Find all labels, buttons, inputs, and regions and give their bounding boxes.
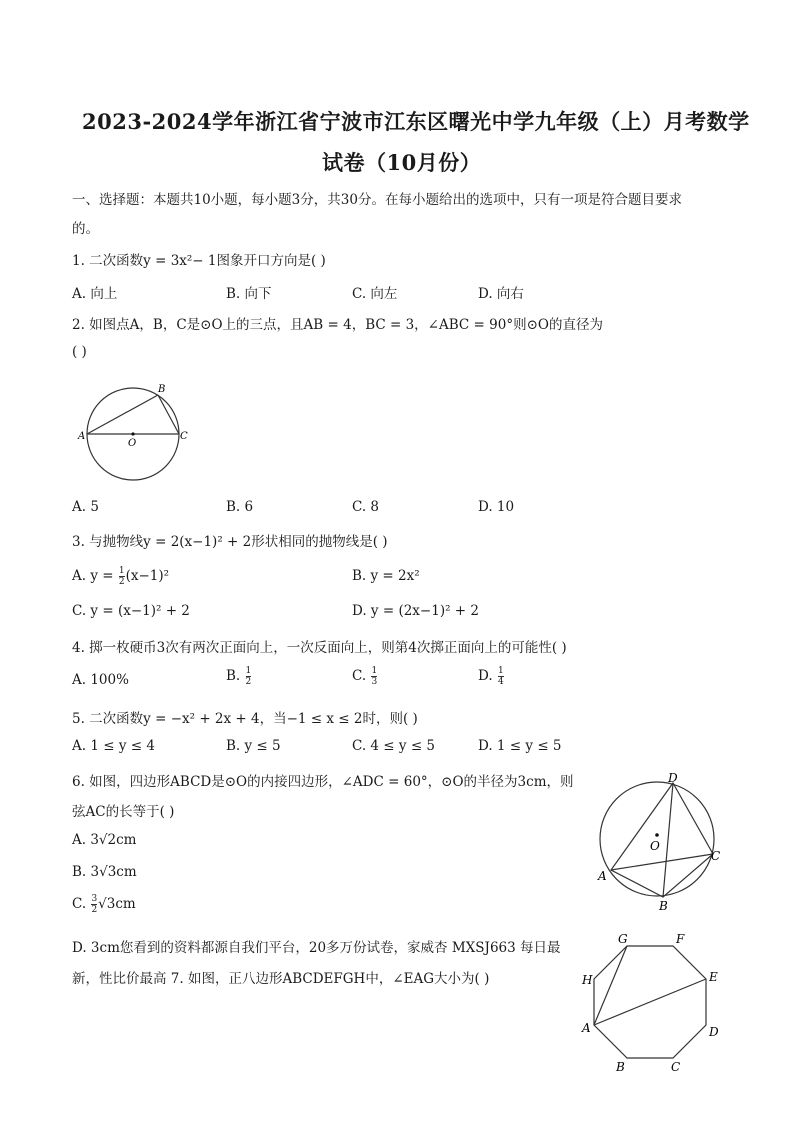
q6-option-c-fraction	[91, 894, 97, 915]
chord-bc	[158, 395, 179, 434]
q2-option-c: C. 8	[352, 499, 380, 515]
question-3-stem: 3. 与抛物线y = 2(x−1)² + 2形状相同的抛物线是( )	[72, 534, 388, 550]
q4-option-b-prefix: B.	[226, 668, 241, 684]
question-4-stem: 4. 掷一枚硬币3次有两次正面向上，一次反面向上，则第4次掷正面向上的可能性( )	[72, 640, 567, 656]
label-c: C	[180, 431, 188, 442]
q4-option-c	[352, 666, 378, 687]
q6-c-numerator: 3	[91, 894, 98, 904]
exam-title-line2: 试卷（10月份）	[322, 150, 482, 175]
q3-option-a-fraction	[119, 566, 125, 587]
q4-option-c-fraction	[371, 666, 377, 687]
label-d: D	[668, 771, 678, 785]
label-c: C	[671, 1060, 681, 1074]
q4-option-c-prefix: C.	[352, 668, 367, 684]
q6-option-c	[72, 894, 136, 915]
q1-option-d: D. 向右	[478, 286, 524, 302]
section-header-line1: 一、选择题：本题共10小题，每小题3分，共30分。在每小题给出的选项中，只有一项是符合题目要求	[72, 192, 682, 208]
q4-c-numerator: 1	[371, 666, 378, 676]
regular-octagon-figure	[576, 928, 736, 1078]
label-h: H	[582, 973, 593, 987]
question-2-stem: 2. 如图点A，B，C是⊙O上的三点，且AB = 4，BC = 3，∠ABC = 90°则⊙O的直径为	[72, 317, 603, 333]
q2-option-b: B. 6	[226, 499, 254, 515]
label-o: O	[650, 839, 660, 853]
q5-option-c: C. 4 ≤ y ≤ 5	[352, 738, 436, 754]
label-b: B	[616, 1060, 625, 1074]
q3-option-a-suffix: (x−1)²	[125, 568, 170, 584]
label-d: D	[709, 1025, 719, 1039]
q5-option-b: B. y ≤ 5	[226, 738, 281, 754]
q2-option-a: A. 5	[72, 499, 99, 515]
q3-option-b: B. y = 2x²	[352, 568, 420, 584]
q4-b-denominator: 2	[245, 677, 252, 687]
label-e: E	[709, 970, 718, 984]
q6-option-a: A. 3√2cm	[72, 832, 137, 848]
chord-ab	[87, 395, 158, 434]
q3-a-numerator: 1	[118, 566, 125, 576]
center-o	[655, 833, 659, 837]
exam-title-line1: 2023-2024学年浙江省宁波市江东区曙光中学九年级（上）月考数学	[82, 109, 750, 134]
label-f: F	[676, 932, 685, 946]
q4-option-d-fraction	[498, 666, 504, 687]
question-7-line2: 新，性比价最高 7. 如图，正八边形ABCDEFGH中，∠EAG大小为( )	[72, 971, 490, 987]
diagonal-bd	[663, 783, 673, 897]
q3-option-c: C. y = (x−1)² + 2	[72, 603, 190, 619]
question-6-stem-line2: 弦AC的长等于( )	[72, 804, 175, 820]
label-o: O	[128, 438, 137, 449]
label-b: B	[659, 899, 668, 913]
question-6-stem: 6. 如图，四边形ABCD是⊙O的内接四边形，∠ADC = 60°，⊙O的半径为3cm，则	[72, 774, 574, 790]
label-g: G	[618, 932, 628, 946]
question-5-stem: 5. 二次函数y = −x² + 2x + 4，当−1 ≤ x ≤ 2时，则( )	[72, 711, 418, 727]
label-a: A	[598, 869, 607, 883]
cyclic-quadrilateral-figure	[590, 768, 730, 916]
q4-d-denominator: 4	[497, 677, 504, 687]
q3-option-a	[72, 566, 169, 587]
question-7-line1: D. 3cm您看到的资料都源自我们平台，20多万份试卷，家威杏 MXSJ663 每日最	[72, 940, 561, 956]
q4-option-a: A. 100%	[72, 672, 129, 688]
q3-a-denominator: 2	[118, 577, 125, 587]
q4-c-denominator: 3	[371, 677, 378, 687]
q4-option-b-fraction	[246, 666, 252, 687]
q4-b-numerator: 1	[245, 666, 252, 676]
label-a: A	[78, 431, 86, 442]
question-2-stem-paren: ( )	[72, 344, 87, 360]
q4-option-d-prefix: D.	[478, 668, 493, 684]
q4-d-numerator: 1	[497, 666, 504, 676]
label-c: C	[711, 849, 721, 863]
q6-c-denominator: 2	[91, 905, 98, 915]
label-b: B	[158, 384, 166, 395]
q1-option-c: C. 向左	[352, 286, 398, 302]
quadrilateral-abcd	[611, 783, 713, 897]
q5-option-a: A. 1 ≤ y ≤ 4	[72, 738, 155, 754]
q6-option-c-suffix: √3cm	[98, 896, 136, 912]
question-1-stem: 1. 二次函数y = 3x²− 1图象开口方向是( )	[72, 253, 326, 269]
q6-option-b: B. 3√3cm	[72, 864, 137, 880]
q4-option-d	[478, 666, 505, 687]
q6-option-c-prefix: C.	[72, 896, 87, 912]
q1-option-b: B. 向下	[226, 286, 272, 302]
q3-option-a-prefix: A. y =	[72, 568, 114, 584]
q3-option-d: D. y = (2x−1)² + 2	[352, 603, 479, 619]
q1-option-a: A. 向上	[72, 286, 118, 302]
circle-abc-figure	[76, 382, 196, 482]
q5-option-d: D. 1 ≤ y ≤ 5	[478, 738, 562, 754]
label-a: A	[582, 1021, 591, 1035]
q4-option-b	[226, 666, 252, 687]
center-point	[131, 432, 134, 435]
q2-option-d: D. 10	[478, 499, 515, 515]
section-header-line2: 的。	[72, 221, 99, 237]
